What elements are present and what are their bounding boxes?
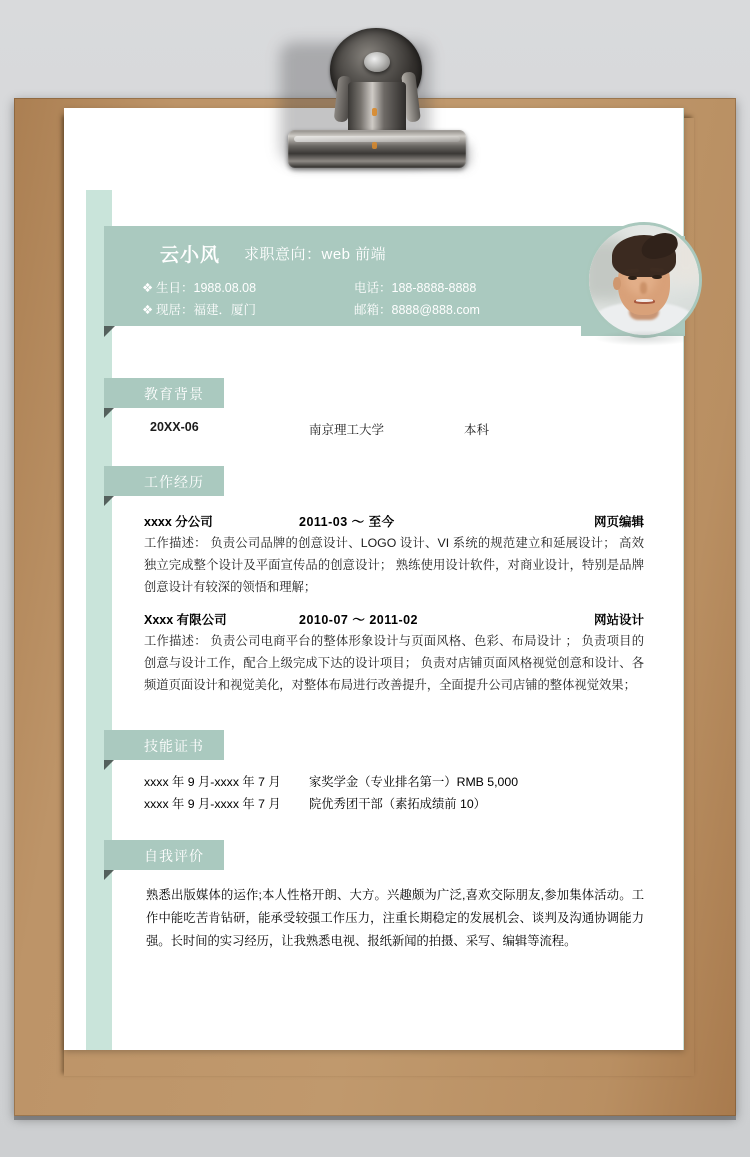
- clip-bar-highlight: [294, 136, 460, 142]
- section-fold-corner: [104, 760, 114, 770]
- section-title-evaluation: 自我评价: [144, 848, 204, 864]
- job-company-2: Xxxx 有限公司: [144, 613, 227, 627]
- email-value: 8888@888.com: [391, 303, 480, 317]
- job-date-1: 2011-03 ～ 至今: [299, 515, 395, 529]
- section-fold-corner: [104, 496, 114, 506]
- section-tab-evaluation: [104, 840, 224, 870]
- job-objective: 求职意向：web 前端: [244, 246, 387, 263]
- location-label: 现居：: [156, 303, 194, 317]
- applicant-name: 云小风: [160, 245, 221, 266]
- diamond-bullet-icon: ❖: [142, 303, 154, 317]
- resume-paper: [64, 108, 684, 1050]
- skill-date-2: xxxx 年 9 月-xxxx 年 7 月: [144, 797, 281, 811]
- clip-rivet-lower: [372, 142, 377, 149]
- header-field-birthday: [142, 278, 256, 296]
- portrait-circle-frame: [586, 222, 702, 338]
- header-field-phone: [354, 278, 476, 296]
- section-fold-corner: [104, 870, 114, 880]
- birthday-value: 1988.08.08: [193, 281, 257, 295]
- section-tab-work: [104, 466, 224, 496]
- location-value: 福建．厦门: [193, 303, 257, 317]
- education-date: 20XX-06: [150, 420, 199, 434]
- portrait-drop-shadow: [594, 330, 694, 346]
- skill-date-1: xxxx 年 9 月-xxxx 年 7 月: [144, 775, 281, 789]
- section-title-skills: 技能证书: [144, 738, 204, 754]
- job-description-2: 工作描述： 负责公司电商平台的整体形象设计与页面风格、色彩、布局设计 ； 负责项目的创意与设计工作，配合上级完成下达的设计项目； 负责对店铺页面风格视觉创意和设计、各频道页面设计和视觉美化，对整体布局进行改善提升，全面提升公司店铺的整体视觉效果；: [144, 634, 644, 692]
- phone-label: 电话：: [354, 281, 392, 295]
- self-evaluation-text: 熟悉出版媒体的运作;本人性格开朗、大方。兴趣颇为广泛,喜欢交际朋友,参加集体活动。工作中能吃苦肯钻研，能承受较强工作压力，注重长期稳定的发展机会、谈判及沟通协调能力强。长时间的实习经历，让我熟悉电视、报纸新闻的拍摄、采写、编辑等流程。: [146, 888, 644, 948]
- section-title-education: 教育背景: [144, 386, 204, 402]
- header-fold-corner: [104, 326, 115, 337]
- section-title-work: 工作经历: [144, 474, 204, 490]
- education-degree: 本科: [464, 423, 490, 437]
- job-date-2: 2010-07 ～ 2011-02: [299, 613, 419, 627]
- job-title-1: 网页编辑: [593, 515, 644, 529]
- bulldog-clip: [272, 24, 478, 176]
- birthday-label: 生日：: [156, 281, 194, 295]
- section-tab-skills: [104, 730, 224, 760]
- education-school: 南京理工大学: [309, 423, 385, 437]
- job-company-1: xxxx 分公司: [144, 515, 213, 529]
- phone-value: 188-8888-8888: [391, 281, 477, 295]
- job-description-1: 工作描述： 负责公司品牌的创意设计、LOGO 设计、VI 系统的规范建立和延展设计； 高效独立完成整个设计及平面宣传品的创意设计； 熟练使用设计软件，对商业设计，特别是品牌创意设计有较深的领悟和理解；: [144, 536, 644, 594]
- diamond-bullet-icon: ❖: [142, 281, 154, 295]
- header-field-email: [354, 300, 480, 318]
- section-tab-education: [104, 378, 224, 408]
- skill-text-2: 院优秀团干部（素拓成绩前 10）: [309, 797, 486, 811]
- portrait-image: [589, 225, 699, 335]
- portrait-photo: [576, 218, 706, 348]
- header-field-location: [142, 300, 256, 318]
- header-band: [104, 226, 624, 326]
- email-label: 邮箱：: [354, 303, 392, 317]
- skill-text-1: 家奖学金（专业排名第一）RMB 5,000: [309, 775, 519, 789]
- job-title-2: 网站设计: [593, 613, 644, 627]
- clip-spring-hole: [364, 52, 390, 72]
- clip-rivet-upper: [372, 108, 377, 116]
- section-fold-corner: [104, 408, 114, 418]
